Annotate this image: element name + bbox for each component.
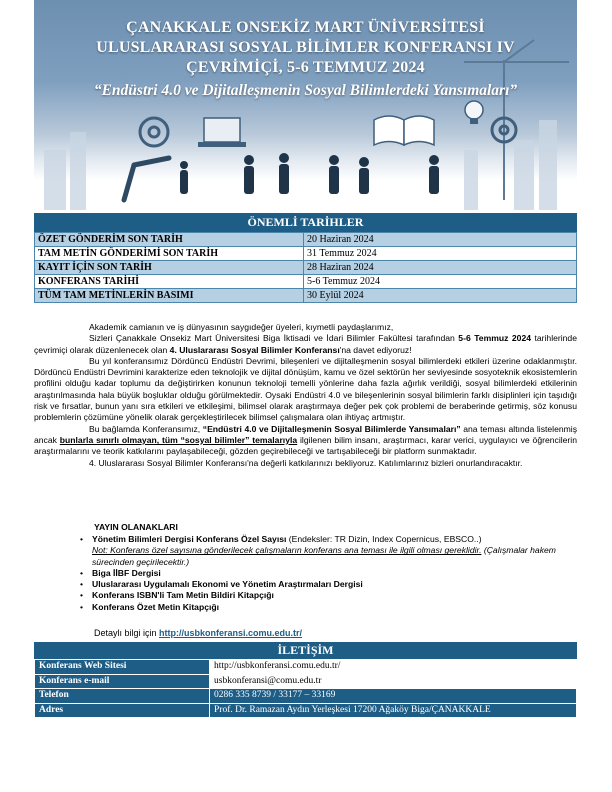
date-value: 20 Haziran 2024	[304, 233, 577, 247]
text-span: tarihlerinde çevrimiçi olarak düzenlenecek olan	[34, 333, 577, 355]
conference-dates-text: 5-6 Temmuz 2024	[458, 333, 531, 344]
date-value: 5-6 Temmuz 2024	[304, 275, 577, 289]
banner-titles	[34, 18, 577, 102]
date-label: KONFERANS TARİHİ	[35, 275, 304, 289]
contact-label: Konferans Web Sitesi	[35, 660, 210, 675]
table-row	[35, 233, 577, 247]
list-item	[80, 568, 576, 579]
date-value: 30 Eylül 2024	[304, 289, 577, 303]
invitation-body	[34, 322, 577, 469]
bullet-icon: •	[80, 534, 84, 544]
list-item	[80, 579, 576, 590]
header-banner	[34, 0, 577, 232]
contact-label: Konferans e-mail	[35, 674, 210, 689]
important-dates-heading: ÖNEMLİ TARİHLER	[34, 213, 577, 232]
text-span: ilgilenen bilim insanı, araştırmacı, karar verici, uygulayıcı ve öğrencilerin araştırmalarını ve teorik katkılarını paylaşabileceği, gözden geçirebileceği ve tartışabileceği bir platform sunmaktadır.	[34, 434, 577, 457]
note-text: Not: Konferans özel sayısına gönderilecek çalışmaların konferans ana teması ile ilgili olması gereklidir.	[92, 545, 482, 556]
publication-title: Uluslararası Uygulamalı Ekonomi ve Yönetim Araştırmaları Dergisi	[92, 579, 363, 590]
date-value: 28 Haziran 2024	[304, 261, 577, 275]
table-row	[35, 674, 577, 689]
publication-title: Biga İİBF Dergisi	[92, 567, 161, 578]
contact-label: Telefon	[35, 689, 210, 704]
theme-paragraph	[34, 424, 577, 458]
publication-indexes: (Endeksler: TR Dizin, Index Copernicus, EBSCO..)	[286, 534, 482, 544]
text-span: Bu bağlamda Konferansımız,	[89, 423, 203, 434]
university-title: ÇANAKKALE ONSEKİZ MART ÜNİVERSİTESİ	[126, 19, 485, 36]
table-row	[35, 247, 577, 261]
conference-theme: “Endüstri 4.0 ve Dijitalleşmenin Sosyal Bilimlerdeki Yansımaları”	[93, 82, 518, 99]
conference-date-title: ÇEVRİMİÇİ, 5-6 TEMMUZ 2024	[186, 59, 425, 76]
publications-heading: YAYIN OLANAKLARI	[94, 522, 178, 532]
publication-note	[92, 545, 556, 566]
bullet-icon: •	[80, 601, 84, 612]
contact-email[interactable]: usbkonferansi@comu.edu.tr	[210, 674, 577, 689]
conference-title: ULUSLARARASI SOSYAL BİLİMLER KONFERANSI IV	[96, 39, 515, 56]
date-label: TAM METİN GÖNDERİMİ SON TARİH	[35, 247, 304, 261]
publication-title: Konferans Özet Metin Kitapçığı	[92, 601, 220, 612]
list-item	[80, 534, 576, 568]
invitation-paragraph	[34, 333, 577, 356]
table-row	[35, 275, 577, 289]
focus-paragraph: Bu yıl konferansımız Dördüncü Endüstri Devrimi, bileşenleri ve dijitalleşmenin sosyal bilimlerdeki etkileri üzerine odaklanmıştır. Dördüncü Endüstri Devrimini karakterize eden teknolojik ve dijital dönüşüm, kamu ve özel sektörün her seviyesinde sosyoteknik ekosistemlerin profilini olduğu kadar toplumu da değiştirirken konunun teknoloji temelli yönlerine daha fazla ağırlık verildiği, sosyal bilimlerdeki etkilerinin araştırılmasında hala büyük boşluklar olduğu görülmektedir. Oysaki Endüstri 4.0 ve bileşenlerinin sosyal bilimlerin farklı disiplinleri için taşıdığı risk ve fırsatlar, bunun yanı sıra etkileri ve etkileşimi, bilimsel olarak araştırmaya değer pek çok problemi de beraberinde getirmiş, söz konusu problemlerin çözümüne yönelik olarak gerçekleştirilecek bilimsel çalışmalara olan ihtiyaç artmıştır.	[34, 355, 577, 423]
contact-address: Prof. Dr. Ramazan Aydın Yerleşkesi 17200 Ağaköy Biga/ÇANAKKALE	[210, 703, 577, 718]
greeting-paragraph: Akademik camianın ve iş dünyasının saygıdeğer üyeleri, kıymetli paydaşlarımız,	[89, 322, 394, 332]
date-value: 31 Temmuz 2024	[304, 247, 577, 261]
conference-name-text: 4. Uluslararası Sosyal Bilimler Konferansı	[169, 344, 340, 355]
detail-info	[94, 628, 302, 638]
table-row	[35, 660, 577, 675]
text-span: Sizleri Çanakkale Onsekiz Mart Üniversitesi Biga İktisadi ve İdari Bilimler Fakültesi tarafından	[89, 333, 459, 344]
conference-website-link[interactable]: http://usbkonferansi.comu.edu.tr/	[159, 628, 303, 638]
table-row	[35, 689, 577, 704]
publication-title: Konferans ISBN'li Tam Metin Bildiri Kitapçığı	[92, 590, 274, 601]
text-span: ana teması altında listelenmiş ancak	[34, 423, 577, 445]
text-span: 'na davet ediyoruz!	[339, 344, 412, 355]
list-item	[80, 590, 576, 601]
contact-label: Adres	[35, 703, 210, 718]
detail-prefix: Detaylı bilgi için	[94, 628, 160, 638]
table-row	[35, 289, 577, 303]
list-item	[80, 602, 576, 613]
bullet-icon: •	[80, 567, 84, 578]
contact-website[interactable]: http://usbkonferansi.comu.edu.tr/	[210, 660, 577, 675]
contact-phone: 0286 335 8739 / 33177 – 33169	[210, 689, 577, 704]
table-row	[35, 261, 577, 275]
date-label: TÜM TAM METİNLERİN BASIMI	[35, 289, 304, 303]
publications-list	[80, 534, 576, 613]
themes-emphasis-text: bunlarla sınırlı olmayan, tüm “sosyal bilimler” temalarıyla	[59, 434, 298, 445]
date-label: KAYIT İÇİN SON TARİH	[35, 261, 304, 275]
contact-table	[34, 659, 577, 718]
bullet-icon: •	[80, 590, 84, 601]
closing-paragraph: 4. Uluslararası Sosyal Bilimler Konferansı'na değerli katkılarınızı bekliyoruz. Katılımlarınız bizleri onurlandıracaktır.	[89, 457, 523, 468]
contact-heading: İLETİŞİM	[34, 642, 577, 659]
table-row	[35, 703, 577, 718]
main-theme-text: “Endüstri 4.0 ve Dijitalleşmenin Sosyal Bilimlerde Yansımaları”	[202, 423, 461, 434]
date-label: ÖZET GÖNDERİM SON TARİH	[35, 233, 304, 247]
publication-title: Yönetim Bilimleri Dergisi Konferans Özel Sayısı	[92, 534, 287, 544]
bullet-icon: •	[80, 579, 84, 590]
important-dates-table	[34, 232, 577, 303]
note-text: (Çalışmalar hakem sürecinden geçirilecektir.)	[92, 545, 556, 567]
